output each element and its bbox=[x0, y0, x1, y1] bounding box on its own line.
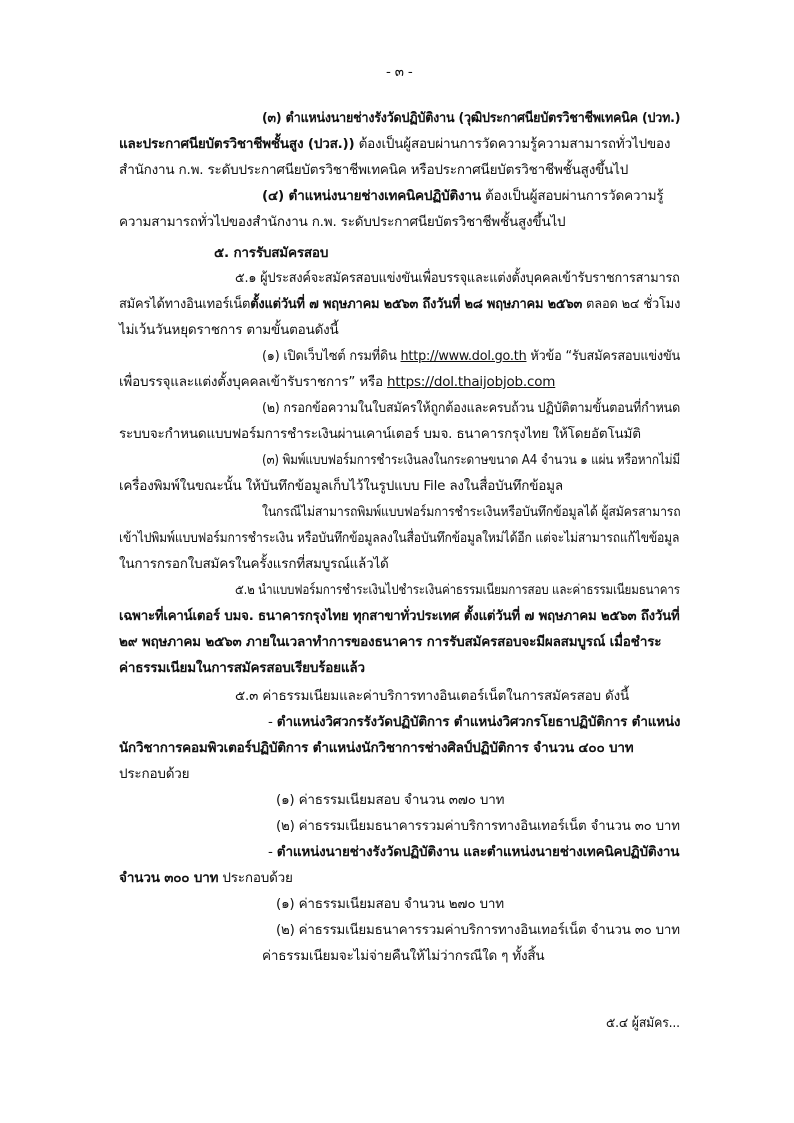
groupB-fee1: (๑) ค่าธรรมเนียมสอบ จำนวน ๒๗๐ บาท bbox=[276, 896, 504, 912]
groupA-line2: นักวิชาการคอมพิวเตอร์ปฏิบัติการ ตำแหน่งนักวิชาการช่างศิลป์ปฏิบัติการ จำนวน ๔๐๐ บาท bbox=[119, 740, 634, 756]
item4-line1-rest: ต้องเป็นผู้สอบผ่านการวัดความรู้ bbox=[480, 188, 664, 204]
step2-line2: ระบบจะกำหนดแบบฟอร์มการชำระเงินผ่านเคาน์เตอร์ บมจ. ธนาคารกรุงไทย ให้โดยอัตโนมัติ bbox=[119, 426, 641, 442]
dol-website-link[interactable]: http://www.dol.go.th bbox=[400, 348, 527, 364]
section5-heading: ๕. การรับสมัครสอบ bbox=[214, 245, 329, 261]
item3-line2-rest: ต้องเป็นผู้สอบผ่านการวัดความรู้ความสามารถทั่วไปของ bbox=[354, 136, 671, 152]
step1-line1 bbox=[262, 346, 680, 366]
note-line2: เข้าไปพิมพ์แบบฟอร์มการชำระเงิน หรือบันทึกข้อมูลลงในสื่อบันทึกข้อมูลใหม่ได้อีก แต่จะไม่สามารถแก้ไขข้อมูล bbox=[119, 530, 680, 546]
item4-line2: ความสามารถทั่วไปของสำนักงาน ก.พ. ระดับประกาศนียบัตรวิชาชีพชั้นสูงขึ้นไป bbox=[119, 214, 566, 230]
p52-line2-b: ตั้งแต่วันที่ ๗ พฤษภาคม ๒๕๖๓ ถึงวันที่ bbox=[459, 608, 680, 624]
p52-line2-a: เฉพาะที่เคาน์เตอร์ บมจ. ธนาคารกรุงไทย ทุกสาขาทั่วประเทศ bbox=[119, 608, 460, 624]
step2-line1: (๒) กรอกข้อความในใบสมัครให้ถูกต้องและครบถ้วน ปฏิบัติตามขั้นตอนที่กำหนด bbox=[262, 400, 681, 416]
groupB-dash: - bbox=[268, 844, 277, 860]
item4-line1-bold: (๔) ตำแหน่งนายช่างเทคนิคปฏิบัติงาน bbox=[262, 188, 481, 204]
p52-line1: ๕.๒ นำแบบฟอร์มการชำระเงินไปชำระเงินค่าธรรมเนียมการสอบ และค่าธรรมเนียมธนาคาร bbox=[235, 582, 680, 598]
groupB-line2-a: จำนวน ๓๐๐ บาท bbox=[119, 870, 219, 886]
p52-line2 bbox=[119, 606, 680, 626]
p51-line2 bbox=[119, 294, 680, 314]
groupB-fee2: (๒) ค่าธรรมเนียมธนาคารรวมค่าบริการทางอินเทอร์เน็ต จำนวน ๓๐ บาท bbox=[276, 922, 680, 938]
item3-line2 bbox=[119, 134, 670, 154]
p52-line3: ๒๙ พฤษภาคม ๒๕๖๓ ภายในเวลาทำการของธนาคาร การรับสมัครสอบจะมีผลสมบูรณ์ เมื่อชำระ bbox=[119, 634, 662, 650]
p53-line1: ๕.๓ ค่าธรรมเนียมและค่าบริการทางอินเตอร์เน็ตในการสมัครสอบ ดังนี้ bbox=[235, 688, 629, 704]
item4-line1 bbox=[262, 186, 663, 206]
p51-line2-b: ตั้งแต่วันที่ ๗ พฤษภาคม ๒๕๖๓ ถึงวันที่ ๒๘ พฤษภาคม ๒๕๖๓ bbox=[250, 296, 583, 312]
note-line3: ในการกรอกใบสมัครในครั้งแรกที่สมบูรณ์แล้วได้ bbox=[119, 556, 389, 572]
step1-line1-a: (๑) เปิดเว็บไซต์ กรมที่ดิน bbox=[262, 348, 401, 364]
step3-line2: เครื่องพิมพ์ในขณะนั้น ให้บันทึกข้อมูลเก็บไว้ในรูปแบบ File ลงในสื่อบันทึกข้อมูล bbox=[119, 478, 563, 494]
groupA-line3: ประกอบด้วย bbox=[119, 766, 190, 782]
step1-line1-b: หัวข้อ “รับสมัครสอบแข่งขัน bbox=[526, 348, 681, 364]
groupA-dash: - bbox=[268, 714, 277, 730]
note-line1: ในกรณีไม่สามารถพิมพ์แบบฟอร์มการชำระเงินหรือบันทึกข้อมูลได้ ผู้สมัครสามารถ bbox=[262, 504, 681, 520]
thaijobjob-link[interactable]: https://dol.thaijobjob.com bbox=[387, 374, 556, 390]
p52-line4: ค่าธรรมเนียมในการสมัครสอบเรียบร้อยแล้ว bbox=[119, 660, 365, 676]
step1-line2 bbox=[119, 372, 555, 392]
groupB-line2-b: ประกอบด้วย bbox=[218, 870, 293, 886]
groupB-line1 bbox=[268, 842, 679, 862]
groupB-line1-b: ตำแหน่งนายช่างรังวัดปฏิบัติงาน และตำแหน่งนายช่างเทคนิคปฏิบัติงาน bbox=[276, 844, 680, 860]
item3-line1: (๓) ตำแหน่งนายช่างรังวัดปฏิบัติงาน (วุฒิประกาศนียบัตรวิชาชีพเทคนิค (ปวท.) bbox=[262, 110, 681, 126]
no-refund-note: ค่าธรรมเนียมจะไม่จ่ายคืนให้ไม่ว่ากรณีใด ๆ ทั้งสิ้น bbox=[262, 948, 545, 964]
p51-line2-c: ตลอด ๒๔ ชั่วโมง bbox=[582, 296, 681, 312]
item3-line2-bold: และประกาศนียบัตรวิชาชีพชั้นสูง (ปวส.)) bbox=[119, 136, 355, 152]
step1-line2-a: เพื่อบรรจุและแต่งตั้งบุคคลเข้ารับราชการ” หรือ bbox=[119, 374, 388, 390]
p51-line1: ๕.๑ ผู้ประสงค์จะสมัครสอบแข่งขันเพื่อบรรจุและแต่งตั้งบุคคลเข้ารับราชการสามารถ bbox=[235, 270, 680, 286]
step3-line1: (๓) พิมพ์แบบฟอร์มการชำระเงินลงในกระดาษขนาด A4 จำนวน ๑ แผ่น หรือหากไม่มี bbox=[262, 452, 681, 468]
continuation-marker: ๕.๔ ผู้สมัคร... bbox=[606, 1015, 680, 1031]
item3-line3: สำนักงาน ก.พ. ระดับประกาศนียบัตรวิชาชีพเทคนิค หรือประกาศนียบัตรวิชาชีพชั้นสูงขึ้นไป bbox=[119, 162, 629, 178]
groupA-line1 bbox=[268, 712, 680, 732]
p51-line3: ไม่เว้นวันหยุดราชการ ตามขั้นตอนดังนี้ bbox=[119, 322, 339, 338]
p51-line2-a: สมัครได้ทางอินเทอร์เน็ต bbox=[119, 296, 251, 312]
page-number: - ๓ - bbox=[386, 64, 413, 80]
groupA-fee2: (๒) ค่าธรรมเนียมธนาคารรวมค่าบริการทางอินเทอร์เน็ต จำนวน ๓๐ บาท bbox=[276, 818, 680, 834]
groupA-fee1: (๑) ค่าธรรมเนียมสอบ จำนวน ๓๗๐ บาท bbox=[276, 792, 505, 808]
groupA-line1-b: ตำแหน่งวิศวกรรังวัดปฏิบัติการ ตำแหน่งวิศวกรโยธาปฏิบัติการ ตำแหน่ง bbox=[276, 714, 681, 730]
groupB-line2 bbox=[119, 868, 293, 888]
